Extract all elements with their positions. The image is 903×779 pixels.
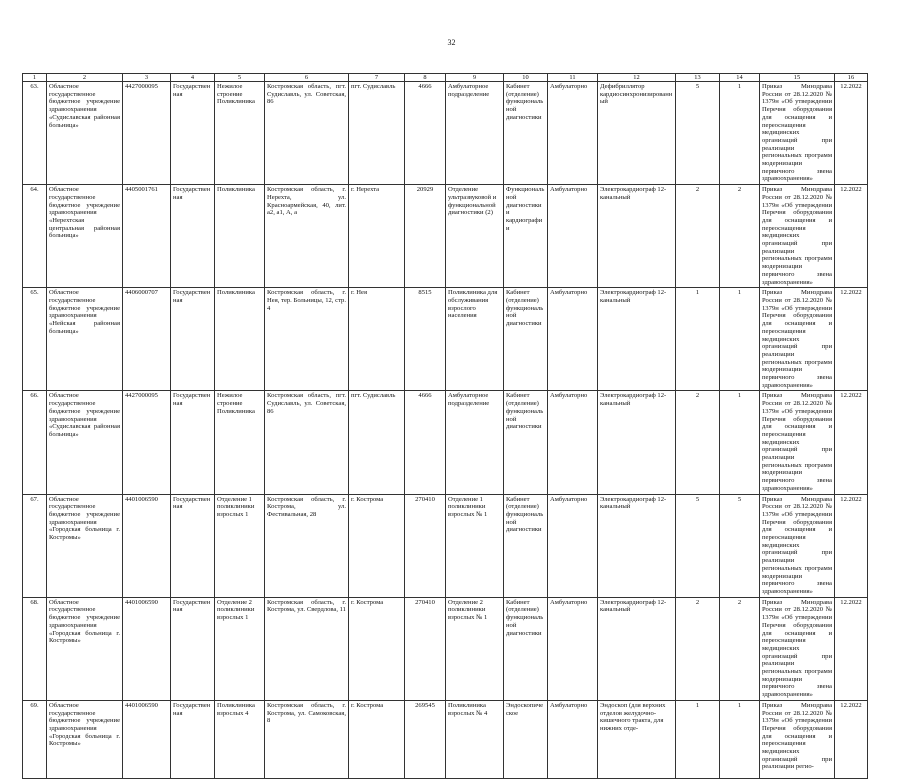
basis-cell: Приказ Минздрава России от 28.12.2020 № 1379н «Об утверждении Перечня оборудования для оснащения и переоснащения медицинских организаций при реализации региональных программ модернизации первичного звена здравоохранения»: [760, 494, 835, 597]
ownership-cell: Государственная: [171, 185, 215, 288]
column-number: 15: [760, 74, 835, 82]
care-type-cell: Амбулаторно: [548, 597, 598, 700]
row-number: 66.: [23, 391, 47, 494]
date-cell: 12.2022: [835, 494, 868, 597]
basis-cell: Приказ Минздрава России от 28.12.2020 № 1379н «Об утверждении Перечня оборудования для оснащения и переоснащения медицинских организаций при реализации регио-: [760, 700, 835, 778]
equipment-cell: Электрокардиограф 12-канальный: [598, 494, 676, 597]
building-cell: Поликлиника: [215, 288, 265, 391]
room-cell: Кабинет (отделение) функциональной диагностики: [504, 82, 548, 185]
quantity-plan-cell: 5: [676, 82, 720, 185]
room-cell: Функциональной диагностики и кардиографии: [504, 185, 548, 288]
building-cell: Нежилое строение Поликлиника: [215, 391, 265, 494]
building-cell: Поликлиника: [215, 185, 265, 288]
locality-cell: пгт. Судиславль: [349, 391, 405, 494]
inn-cell: 4401006590: [123, 494, 171, 597]
table-row: [23, 391, 868, 494]
building-cell: Нежилое строение Поликлиника: [215, 82, 265, 185]
ownership-cell: Государственная: [171, 700, 215, 778]
locality-cell: г. Кострома: [349, 597, 405, 700]
care-type-cell: Амбулаторно: [548, 391, 598, 494]
table-row: [23, 597, 868, 700]
quantity-plan-cell: 5: [676, 494, 720, 597]
table-row: [23, 288, 868, 391]
room-cell: Кабинет (отделение) функциональной диагностики: [504, 288, 548, 391]
code-cell: 20929: [405, 185, 446, 288]
column-number: 14: [720, 74, 760, 82]
row-number: 63.: [23, 82, 47, 185]
row-number: 65.: [23, 288, 47, 391]
quantity-total-cell: 1: [720, 391, 760, 494]
building-cell: Отделение 1 поликлиники взрослых 1: [215, 494, 265, 597]
row-number: 68.: [23, 597, 47, 700]
column-number: 16: [835, 74, 868, 82]
address-cell: Костромская область, г. Кострома, ул. Самоковская, 8: [265, 700, 349, 778]
quantity-total-cell: 1: [720, 288, 760, 391]
table-row: [23, 494, 868, 597]
institution-cell: Областное государственное бюджетное учреждение здравоохранения «Судиславская районная больница»: [47, 82, 123, 185]
quantity-plan-cell: 2: [676, 597, 720, 700]
inn-cell: 4406000707: [123, 288, 171, 391]
institution-cell: Областное государственное бюджетное учреждение здравоохранения «Нейская районная больница»: [47, 288, 123, 391]
column-number: 3: [123, 74, 171, 82]
equipment-cell: Электрокардиограф 12-канальный: [598, 391, 676, 494]
unit-cell: Отделение ультразвуковой и функциональной диагностики (2): [446, 185, 504, 288]
ownership-cell: Государственная: [171, 82, 215, 185]
unit-cell: Амбулаторное подразделение: [446, 82, 504, 185]
inn-cell: 4427000095: [123, 391, 171, 494]
address-cell: Костромская область, г. Кострома, ул. Фестивальная, 28: [265, 494, 349, 597]
code-cell: 269545: [405, 700, 446, 778]
code-cell: 270410: [405, 597, 446, 700]
address-cell: Костромская область, пгт. Судиславль, ул. Советская, 86: [265, 82, 349, 185]
unit-cell: Амбулаторное подразделение: [446, 391, 504, 494]
column-number: 5: [215, 74, 265, 82]
inn-cell: 4405001761: [123, 185, 171, 288]
basis-cell: Приказ Минздрава России от 28.12.2020 № 1379н «Об утверждении Перечня оборудования для оснащения и переоснащения медицинских организаций при реализации региональных программ модернизации первичного звена здравоохранения»: [760, 82, 835, 185]
column-number: 1: [23, 74, 47, 82]
equipment-cell: Эндоскоп (для верхних отделов желудочно-кишечного тракта, для нижних отде-: [598, 700, 676, 778]
row-number: 64.: [23, 185, 47, 288]
institution-cell: Областное государственное бюджетное учреждение здравоохранения «Городская больница г. Костромы»: [47, 494, 123, 597]
institution-cell: Областное государственное бюджетное учреждение здравоохранения «Судиславская районная больница»: [47, 391, 123, 494]
address-cell: Костромская область, пгт. Судиславль, ул. Советская, 86: [265, 391, 349, 494]
ownership-cell: Государственная: [171, 597, 215, 700]
date-cell: 12.2022: [835, 700, 868, 778]
unit-cell: Отделение 2 поликлиники взрослых № 1: [446, 597, 504, 700]
table-row: [23, 82, 868, 185]
quantity-total-cell: 2: [720, 597, 760, 700]
column-number: 12: [598, 74, 676, 82]
equipment-cell: Электрокардиограф 12-канальный: [598, 597, 676, 700]
quantity-plan-cell: 1: [676, 700, 720, 778]
date-cell: 12.2022: [835, 597, 868, 700]
inn-cell: 4401006590: [123, 700, 171, 778]
locality-cell: г. Нея: [349, 288, 405, 391]
column-number: 13: [676, 74, 720, 82]
column-number: 7: [349, 74, 405, 82]
unit-cell: Отделение 1 поликлиники взрослых № 1: [446, 494, 504, 597]
care-type-cell: Амбулаторно: [548, 288, 598, 391]
date-cell: 12.2022: [835, 288, 868, 391]
inn-cell: 4427000095: [123, 82, 171, 185]
room-cell: Кабинет (отделение) функциональной диагностики: [504, 391, 548, 494]
row-number: 69.: [23, 700, 47, 778]
ownership-cell: Государственная: [171, 288, 215, 391]
table-header-row: [23, 74, 868, 82]
room-cell: Эндоскопическое: [504, 700, 548, 778]
ownership-cell: Государственная: [171, 391, 215, 494]
locality-cell: г. Кострома: [349, 700, 405, 778]
room-cell: Кабинет (отделение) функциональной диагностики: [504, 597, 548, 700]
address-cell: Костромская область, г. Кострома, ул. Свердлова, 11: [265, 597, 349, 700]
code-cell: 4666: [405, 391, 446, 494]
unit-cell: Поликлиника для обслуживания взрослого населения: [446, 288, 504, 391]
quantity-total-cell: 1: [720, 82, 760, 185]
column-number: 8: [405, 74, 446, 82]
page-number: 32: [447, 38, 456, 47]
quantity-total-cell: 2: [720, 185, 760, 288]
locality-cell: пгт. Судиславль: [349, 82, 405, 185]
ownership-cell: Государственная: [171, 494, 215, 597]
equipment-cell: Электрокардиограф 12-канальный: [598, 185, 676, 288]
address-cell: Костромская область, г. Нея, тер. Больницы, 12, стр. 4: [265, 288, 349, 391]
date-cell: 12.2022: [835, 82, 868, 185]
unit-cell: Поликлиника взрослых № 4: [446, 700, 504, 778]
code-cell: 270410: [405, 494, 446, 597]
quantity-total-cell: 5: [720, 494, 760, 597]
institution-cell: Областное государственное бюджетное учреждение здравоохранения «Городская больница г. Костромы»: [47, 597, 123, 700]
institution-cell: Областное государственное бюджетное учреждение здравоохранения «Нерехтская центральная районная больница»: [47, 185, 123, 288]
equipment-table: [22, 73, 868, 779]
care-type-cell: Амбулаторно: [548, 82, 598, 185]
inn-cell: 4401006590: [123, 597, 171, 700]
address-cell: Костромская область, г. Нерехта, ул. Красноармейская, 40, лит. а2, а1, А, а: [265, 185, 349, 288]
column-number: 2: [47, 74, 123, 82]
row-number: 67.: [23, 494, 47, 597]
table-row: [23, 700, 868, 778]
date-cell: 12.2022: [835, 391, 868, 494]
code-cell: 4666: [405, 82, 446, 185]
date-cell: 12.2022: [835, 185, 868, 288]
care-type-cell: Амбулаторно: [548, 185, 598, 288]
basis-cell: Приказ Минздрава России от 28.12.2020 № 1379н «Об утверждении Перечня оборудования для оснащения и переоснащения медицинских организаций при реализации региональных программ модернизации первичного звена здравоохранения»: [760, 597, 835, 700]
institution-cell: Областное государственное бюджетное учреждение здравоохранения «Городская больница г. Костромы»: [47, 700, 123, 778]
basis-cell: Приказ Минздрава России от 28.12.2020 № 1379н «Об утверждении Перечня оборудования для оснащения и переоснащения медицинских организаций при реализации региональных программ модернизации первичного звена здравоохранения»: [760, 185, 835, 288]
code-cell: 8515: [405, 288, 446, 391]
quantity-plan-cell: 1: [676, 288, 720, 391]
basis-cell: Приказ Минздрава России от 28.12.2020 № 1379н «Об утверждении Перечня оборудования для оснащения и переоснащения медицинских организаций при реализации региональных программ модернизации первичного звена здравоохранения»: [760, 391, 835, 494]
quantity-total-cell: 1: [720, 700, 760, 778]
column-number: 4: [171, 74, 215, 82]
column-number: 10: [504, 74, 548, 82]
care-type-cell: Амбулаторно: [548, 494, 598, 597]
column-number: 6: [265, 74, 349, 82]
quantity-plan-cell: 2: [676, 185, 720, 288]
building-cell: Отделение 2 поликлиники взрослых 1: [215, 597, 265, 700]
locality-cell: г. Нерехта: [349, 185, 405, 288]
room-cell: Кабинет (отделение) функциональной диагностики: [504, 494, 548, 597]
quantity-plan-cell: 2: [676, 391, 720, 494]
equipment-cell: Электрокардиограф 12-канальный: [598, 288, 676, 391]
column-number: 9: [446, 74, 504, 82]
equipment-cell: Дефибриллятор кардиосинхронизированный: [598, 82, 676, 185]
table-row: [23, 185, 868, 288]
basis-cell: Приказ Минздрава России от 28.12.2020 № 1379н «Об утверждении Перечня оборудования для оснащения и переоснащения медицинских организаций при реализации региональных программ модернизации первичного звена здравоохранения»: [760, 288, 835, 391]
column-number: 11: [548, 74, 598, 82]
locality-cell: г. Кострома: [349, 494, 405, 597]
care-type-cell: Амбулаторно: [548, 700, 598, 778]
building-cell: Поликлиника взрослых 4: [215, 700, 265, 778]
